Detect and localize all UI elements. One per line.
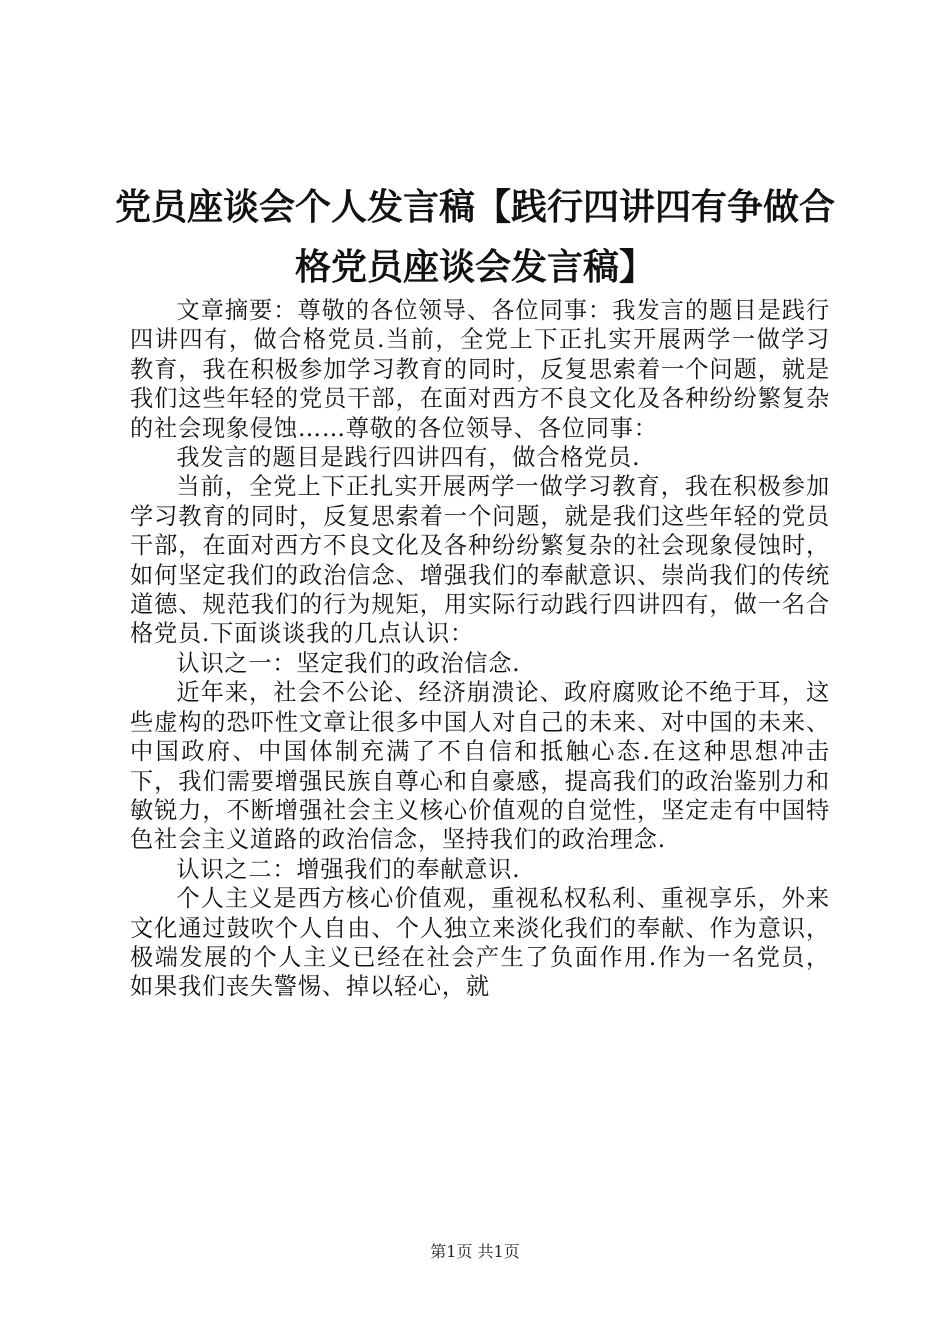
paragraph-heading-2: 认识之二：增强我们的奉献意识. [176, 855, 521, 883]
document-body [130, 296, 830, 1002]
paragraph-dedication: 个人主义是西方核心价值观，重视私权私利、重视享乐，外来文化通过鼓吹个人自由、个人独立来淡化我们的奉献、作为意识，极端发展的个人主义已经在社会产生了负面作用.作为一名党员，如果我们丧失警惕、掉以轻心，就 [130, 885, 830, 1001]
paragraph-intro: 当前，全党上下正扎实开展两学一做学习教育，我在积极参加学习教育的同时，反复思索着一个问题，就是我们这些年轻的党员干部，在面对西方不良文化及各种纷纷繁复杂的社会现象侵蚀时，如何坚定我们的政治信念、增强我们的奉献意识、崇尚我们的传统道德、规范我们的行为规矩，用实际行动践行四讲四有，做一名合格党员.下面谈谈我的几点认识： [130, 473, 830, 648]
paragraph-heading-1: 认识之一：坚定我们的政治信念. [176, 649, 521, 677]
paragraph-abstract: 文章摘要：尊敬的各位领导、各位同事：我发言的题目是践行四讲四有，做合格党员.当前，全党上下正扎实开展两学一做学习教育，我在积极参加学习教育的同时，反复思索着一个问题，就是我们这些年轻的党员干部，在面对西方不良文化及各种纷纷繁复杂的社会现象侵蚀……尊敬的各位领导、各位同事： [130, 297, 830, 442]
paragraph-political-belief: 近年来，社会不公论、经济崩溃论、政府腐败论不绝于耳，这些虚构的恐吓性文章让很多中国人对自己的未来、对中国的未来、中国政府、中国体制充满了不自信和抵触心态.在这种思想冲击下，我们需要增强民族自尊心和自豪感，提高我们的政治鉴别力和敏锐力，不断增强社会主义核心价值观的自觉性，坚定走有中国特色社会主义道路的政治信念，坚持我们的政治理念. [130, 679, 830, 854]
paragraph-topic: 我发言的题目是践行四讲四有，做合格党员. [176, 444, 641, 472]
document-title-line-2: 格党员座谈会发言稿】 [294, 246, 655, 288]
page-number-footer: 第1页 共1页 [430, 1242, 520, 1261]
document-title-line-1: 党员座谈会个人发言稿【践行四讲四有争做合 [114, 186, 835, 228]
